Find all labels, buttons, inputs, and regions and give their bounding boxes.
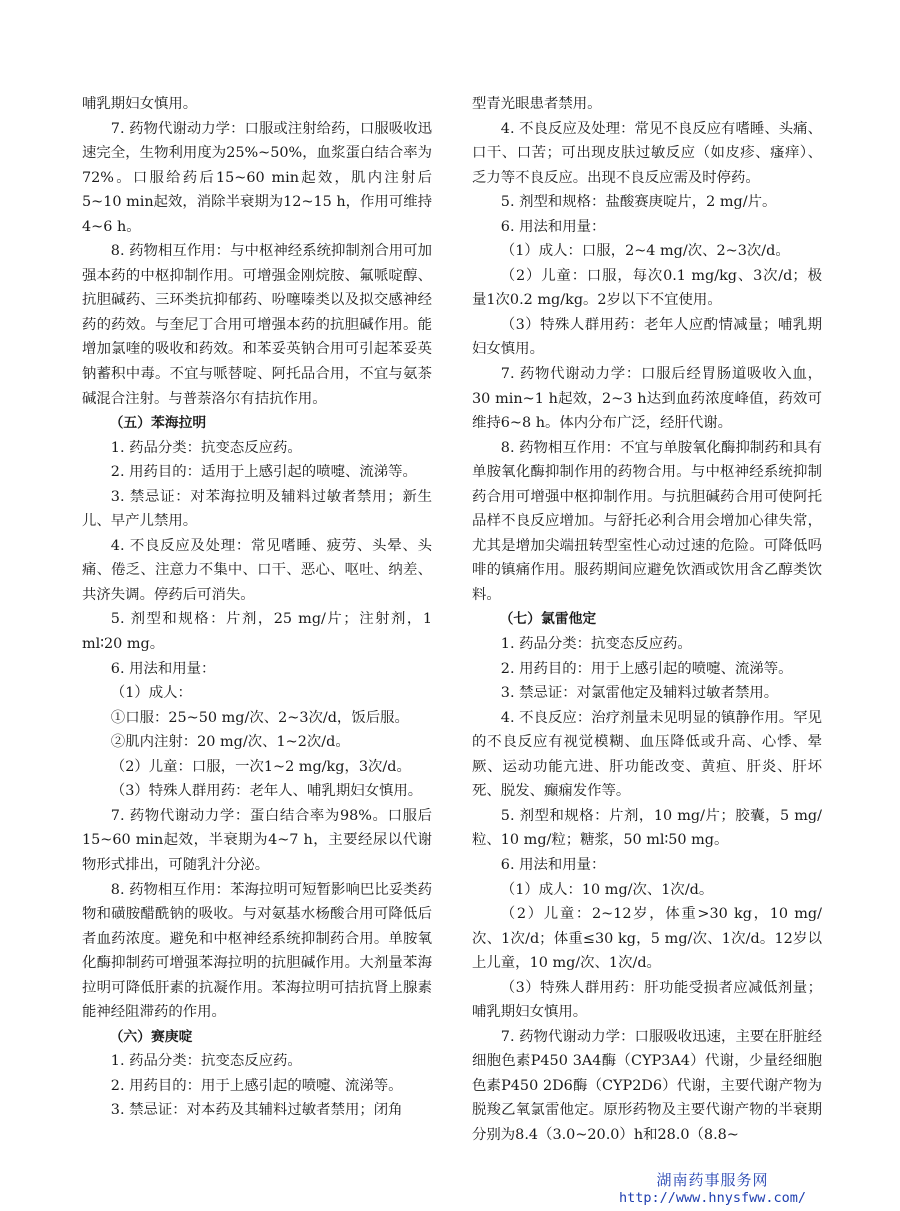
paragraph: （3）特殊人群用药：肝功能受损者应减低剂量；哺乳期妇女慎用。 — [472, 979, 822, 1021]
paragraph: （2）儿童：2~12岁，体重>30 kg，10 mg/次、1次/d；体重≤30 kg，5 mg/次、1次/d。12岁以上儿童，10 mg/次、1次/d。 — [472, 906, 822, 972]
paragraph: 5. 剂型和规格：片剂，25 mg/片；注射剂，1 ml∶20 mg。 — [82, 611, 432, 653]
paragraph: 1. 药品分类：抗变态反应药。 — [110, 439, 302, 456]
paragraph: 7. 药物代谢动力学：口服吸收迅速，主要在肝脏经细胞色素P450 3A4酶（CYP3A4）代谢，少量经细胞色素P450 2D6酶（CYP2D6）代谢，主要代谢产物为脱羧乙氧氯雷他定。原形药物及主要代谢产物的半衰期分别为8.4（3.0~20.0）h和28.0（8.8~ — [472, 1028, 822, 1143]
paragraph: 3. 禁忌证：对本药及其辅料过敏者禁用；闭角 — [110, 1102, 403, 1119]
paragraph: 5. 剂型和规格：盐酸赛庚啶片，2 mg/片。 — [500, 194, 777, 211]
section-heading: （七）氯雷他定 — [499, 611, 597, 628]
paragraph: （3）特殊人群用药：老年人应酌情减量；哺乳期妇女慎用。 — [472, 316, 822, 358]
paragraph: 8. 药物相互作用：与中枢神经系统抑制剂合用可加强本药的中枢抑制作用。可增强金刚烷胺、氟哌啶醇、抗胆碱药、三环类抗抑郁药、吩噻嗪类以及拟交感神经药的药效。与奎尼丁合用可增强本药的抗胆碱作用。能增加氯喹的吸收和药效。和苯妥英钠合用可引起苯妥英钠蓄积中毒。不宜与哌替啶、阿托品合用，不宜与氨茶碱混合注射。与普萘洛尔有拮抗作用。 — [82, 243, 432, 407]
paragraph: 7. 药物代谢动力学：口服或注射给药，口服吸收迅速完全，生物利用度为25%~50%，血浆蛋白结合率为72%。口服给药后15~60 min起效，肌内注射后5~10 min起效，消除半衰期为12~15 h，作用可维持4~6 h。 — [82, 120, 432, 235]
paragraph: 1. 药品分类：抗变态反应药。 — [110, 1053, 302, 1070]
paragraph: 4. 不良反应：治疗剂量未见明显的镇静作用。罕见的不良反应有视觉模糊、血压降低或升高、心悸、晕厥、运动功能亢进、肝功能改变、黄疸、肝炎、肝坏死、脱发、癫痫发作等。 — [472, 709, 822, 800]
section-heading: （五）苯海拉明 — [109, 415, 207, 432]
paragraph: 8. 药物相互作用：苯海拉明可短暂影响巴比妥类药物和磺胺醋酰钠的吸收。与对氨基水杨酸合用可降低后者血药浓度。避免和中枢神经系统抑制药合用。单胺氧化酶抑制药可增强苯海拉明的抗胆碱作用。大剂量苯海拉明可降低肝素的抗凝作用。苯海拉明可拮抗肾上腺素能神经阻滞药的作用。 — [82, 881, 432, 1021]
paragraph: 6. 用法和用量： — [500, 218, 606, 235]
paragraph: 5. 剂型和规格：片剂，10 mg/片；胶囊，5 mg/粒、10 mg/粒；糖浆，50 ml∶50 mg。 — [472, 807, 822, 849]
paragraph: （1）成人：口服，2~4 mg/次、2~3次/d。 — [500, 243, 790, 260]
paragraph: 2. 用药目的：适用于上感引起的喷嚏、流涕等。 — [110, 464, 417, 481]
site-watermark — [600, 1171, 825, 1207]
paragraph: （3）特殊人群用药：老年人、哺乳期妇女慎用。 — [110, 783, 423, 800]
paragraph: 2. 用药目的：用于上感引起的喷嚏、流涕等。 — [500, 660, 793, 677]
watermark-url: http://www.hnysfww.com/ — [619, 1190, 806, 1206]
continued-paragraph: 型青光眼患者禁用。 — [472, 96, 602, 112]
section-heading: （六）赛庚啶 — [109, 1028, 193, 1045]
paragraph: （1）成人：10 mg/次、1次/d。 — [500, 881, 714, 898]
paragraph: 6. 用法和用量： — [110, 660, 216, 677]
right-text-column — [472, 92, 822, 1148]
paragraph: 1. 药品分类：抗变态反应药。 — [500, 636, 692, 653]
left-text-column — [82, 92, 432, 1123]
paragraph: 7. 药物代谢动力学：口服后经胃肠道吸收入血，30 min~1 h起效，2~3 h达到血药浓度峰值，药效可维持6~8 h。体内分布广泛，经肝代谢。 — [472, 366, 822, 432]
continued-paragraph: 哺乳期妇女慎用。 — [82, 96, 198, 112]
paragraph: 7. 药物代谢动力学：蛋白结合率为98%。口服后15~60 min起效，半衰期为4~7 h，主要经尿以代谢物形式排出，可随乳汁分泌。 — [82, 807, 432, 873]
paragraph: ①口服：25~50 mg/次、2~3次/d，饭后服。 — [110, 709, 409, 726]
paragraph: 4. 不良反应及处理：常见嗜睡、疲劳、头晕、头痛、倦乏、注意力不集中、口干、恶心、呕吐、纳差、共济失调。停药后可消失。 — [82, 537, 432, 603]
paragraph: 4. 不良反应及处理：常见不良反应有嗜睡、头痛、口干、口苦；可出现皮肤过敏反应（如皮疹、瘙痒）、乏力等不良反应。出现不良反应需及时停药。 — [472, 120, 822, 186]
watermark-site-name: 湖南药事服务网 — [656, 1171, 769, 1189]
paragraph: 6. 用法和用量： — [500, 856, 606, 873]
paragraph: （2）儿童：口服，每次0.1 mg/kg、3次/d；极量1次0.2 mg/kg。2岁以下不宜使用。 — [472, 267, 822, 309]
paragraph: ②肌内注射：20 mg/次、1~2次/d。 — [110, 734, 350, 751]
paragraph: 2. 用药目的：用于上感引起的喷嚏、流涕等。 — [110, 1077, 403, 1094]
paragraph: 3. 禁忌证：对苯海拉明及辅料过敏者禁用；新生儿、早产儿禁用。 — [82, 488, 432, 530]
paragraph: （2）儿童：口服，一次1~2 mg/kg，3次/d。 — [110, 758, 411, 775]
paragraph: 8. 药物相互作用：不宜与单胺氧化酶抑制药和具有单胺氧化酶抑制作用的药物合用。与中枢神经系统抑制药合用可增强中枢抑制作用。与抗胆碱药合用可使阿托品样不良反应增加。与舒托必利合用会增加心律失常，尤其是增加尖端扭转型室性心动过速的危险。可降低吗啡的镇痛作用。服药期间应避免饮酒或饮用含乙醇类饮料。 — [472, 439, 822, 603]
paragraph: （1）成人： — [110, 685, 192, 702]
paragraph: 3. 禁忌证：对氯雷他定及辅料过敏者禁用。 — [500, 685, 779, 702]
